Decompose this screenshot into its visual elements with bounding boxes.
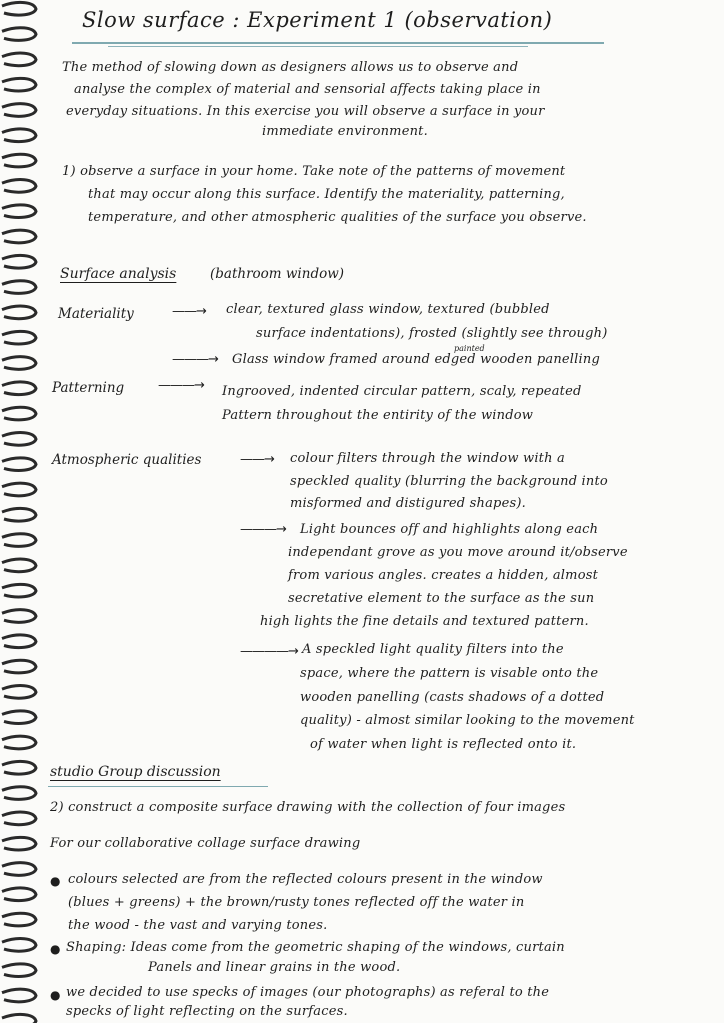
atmos-1-line-2: speckled quality (blurring the background into [290, 474, 608, 489]
spiral-coil [2, 78, 36, 91]
studio-underline [48, 786, 268, 787]
title-underline-secondary [108, 46, 528, 47]
spiral-coil [2, 331, 36, 344]
bullet-dot: ● [50, 942, 61, 956]
intro-line-3: everyday situations. In this exercise you will observe a surface in your [66, 104, 545, 119]
spiral-coil [2, 812, 36, 825]
materiality-line-1: clear, textured glass window, textured (bubbled [226, 302, 550, 317]
atmos-3-line-2: space, where the pattern is visable onto the [300, 666, 599, 681]
bullet-2-line-2: Panels and linear grains in the wood. [148, 960, 401, 975]
spiral-coil [2, 837, 36, 850]
spiral-coil [2, 761, 36, 774]
patterning-line-1: Ingrooved, indented circular pattern, scaly, repeated [222, 384, 582, 399]
intro-line-1: The method of slowing down as designers allows us to observe and [62, 60, 519, 75]
spiral-coil [2, 787, 36, 800]
spiral-coil [2, 635, 36, 648]
spiral-coil [2, 205, 36, 218]
bullet-dot: ● [50, 874, 61, 888]
spiral-coil [2, 433, 36, 446]
spiral-coil [2, 407, 36, 420]
bullet-3-line-1: we decided to use specks of images (our photographs) as referal to the [66, 985, 550, 1000]
spiral-coil [2, 939, 36, 952]
page-title: Slow surface : Experiment 1 (observation) [82, 8, 553, 32]
studio-heading: studio Group discussion [50, 764, 221, 780]
spiral-coil [2, 508, 36, 521]
bullet-1-line-3: the wood - the vast and varying tones. [68, 918, 328, 933]
spiral-coil [2, 610, 36, 623]
atmos-3-line-1: A speckled light quality filters into the [302, 642, 564, 657]
surface-subject: (bathroom window) [210, 266, 345, 282]
atmos-2-line-2: independant grove as you move around it/observe [288, 545, 628, 560]
intro-line-4: immediate environment. [262, 124, 428, 139]
patterning-label: Patterning [52, 380, 125, 396]
spiral-coil [2, 711, 36, 724]
spiral-coil [2, 736, 36, 749]
atmos-2-line-3: from various angles. creates a hidden, almost [288, 568, 599, 583]
spiral-coil [2, 382, 36, 395]
spiral-coil [2, 53, 36, 66]
atmos-1-line-1: colour filters through the window with a [290, 451, 565, 466]
patterning-line-2: Pattern throughout the entirity of the window [222, 408, 534, 423]
painted-insert-note: painted [454, 344, 485, 353]
collage-subheading: For our collaborative collage surface drawing [50, 836, 361, 851]
spiral-coil [2, 230, 36, 243]
bullet-dot: ● [50, 988, 61, 1002]
q1-line-1: 1) observe a surface in your home. Take note of the patterns of movement [62, 164, 566, 179]
spiral-coil [2, 154, 36, 167]
intro-line-2: analyse the complex of material and sensorial affects taking place in [74, 82, 541, 97]
bullet-2-line-1: Shaping: Ideas come from the geometric shaping of the windows, curtain [66, 940, 565, 955]
spiral-coil [2, 660, 36, 673]
arrow-icon: ——→ [240, 452, 274, 467]
bullet-1-line-1: colours selected are from the reflected colours present in the window [68, 872, 543, 887]
atmos-2-line-5: high lights the fine details and textured pattern. [260, 614, 589, 629]
atmos-1-line-3: misformed and distigured shapes). [290, 496, 526, 511]
q1-line-2: that may occur along this surface. Identify the materiality, patterning, [88, 187, 565, 202]
spiral-coil [2, 104, 36, 117]
q1-line-3: temperature, and other atmospheric qualities of the surface you observe. [88, 210, 587, 225]
spiral-coil [2, 129, 36, 142]
spiral-coil [2, 913, 36, 926]
atmos-3-line-5: of water when light is reflected onto it. [310, 737, 577, 752]
spiral-coil [2, 357, 36, 370]
materiality-line-2: surface indentations), frosted (slightly see through) [256, 326, 608, 341]
spiral-coil [2, 888, 36, 901]
arrow-icon: ———→ [158, 378, 204, 393]
spiral-coil [2, 559, 36, 572]
spiral-coil [2, 989, 36, 1002]
spiral-coil [2, 863, 36, 876]
bullet-3-line-2: specks of light reflecting on the surfaces. [66, 1004, 348, 1019]
materiality-line-3: Glass window framed around edged wooden panelling [232, 352, 600, 367]
title-underline [72, 42, 604, 44]
spiral-binding [0, 0, 40, 1023]
notebook-page [44, 0, 720, 1023]
spiral-coil [2, 281, 36, 294]
arrow-icon: ———→ [172, 352, 218, 367]
atmos-2-line-1: Light bounces off and highlights along each [300, 522, 599, 537]
spiral-coil [2, 2, 36, 15]
spiral-coil [2, 534, 36, 547]
spiral-coil [2, 306, 36, 319]
spiral-coil [2, 964, 36, 977]
spiral-coil [2, 28, 36, 41]
bullet-1-line-2: (blues + greens) + the brown/rusty tones reflected off the water in [68, 895, 525, 910]
materiality-label: Materiality [58, 306, 134, 322]
spiral-coil [2, 180, 36, 193]
spiral-coil [2, 458, 36, 471]
spiral-coil [2, 686, 36, 699]
atmos-3-line-4: quality) - almost similar looking to the movement [300, 713, 635, 728]
atmospheric-label: Atmospheric qualities [52, 452, 202, 468]
spiral-coil [2, 255, 36, 268]
arrow-icon: ——→ [172, 304, 206, 319]
atmos-3-line-3: wooden panelling (casts shadows of a dotted [300, 690, 605, 705]
spiral-coil [2, 1014, 36, 1023]
surface-analysis-heading: Surface analysis [60, 266, 177, 282]
spiral-coil [2, 483, 36, 496]
spiral-coil [2, 584, 36, 597]
arrow-icon: ————→ [240, 644, 298, 659]
atmos-2-line-4: secretative element to the surface as the sun [288, 591, 595, 606]
q2-line: 2) construct a composite surface drawing with the collection of four images [50, 800, 566, 815]
arrow-icon: ———→ [240, 522, 286, 537]
